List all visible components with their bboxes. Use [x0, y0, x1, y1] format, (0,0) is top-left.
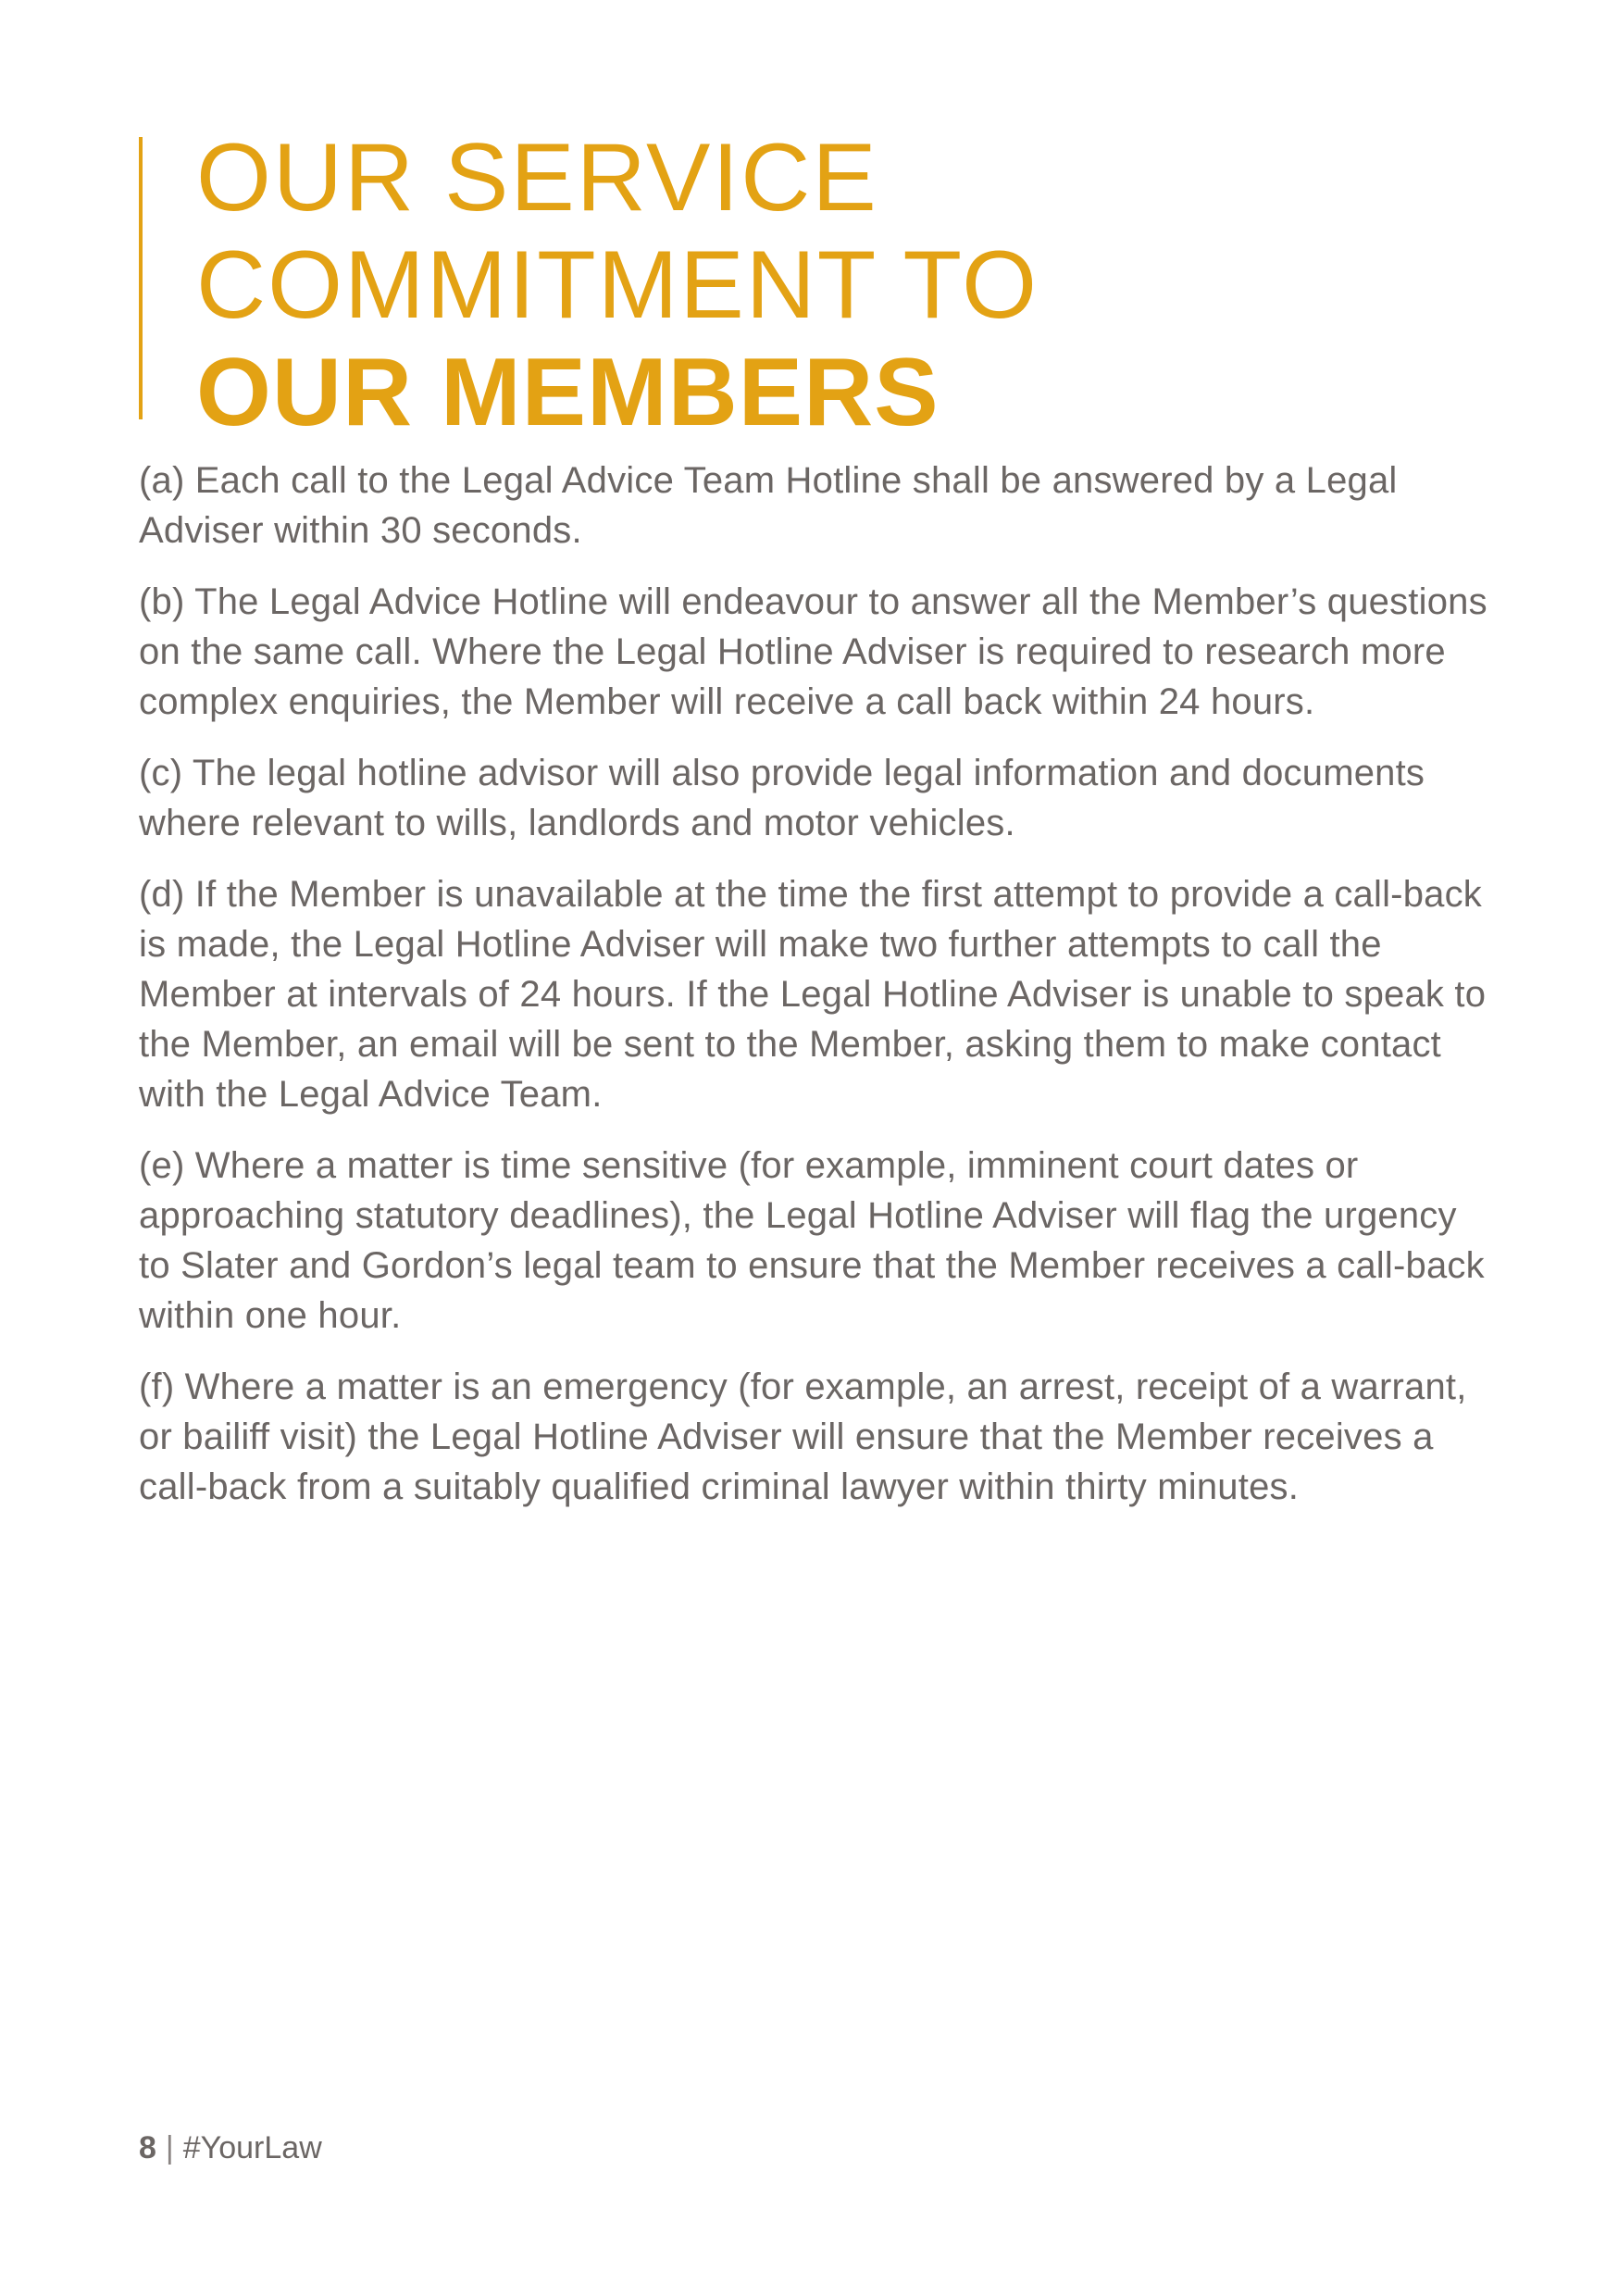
paragraph-b: (b) The Legal Advice Hotline will endeavour to answer all the Member’s questions on the same call. Where the Legal Hotline Adviser is required to research more complex enquiries, the Member will receive a call back within 24 hours.: [139, 581, 1487, 722]
page-footer: [139, 2129, 322, 2166]
title-line-1: OUR SERVICE: [196, 124, 878, 231]
footer-separator: |: [165, 2130, 174, 2165]
paragraph-c: (c) The legal hotline advisor will also provide legal information and documents where relevant to wills, landlords and motor vehicles.: [139, 753, 1425, 843]
title-accent-bar: [139, 137, 143, 419]
title-line-3-bold: OUR MEMBERS: [196, 339, 940, 446]
paragraph-a: (a) Each call to the Legal Advice Team Hotline shall be answered by a Legal Adviser within 30 seconds.: [139, 460, 1398, 551]
footer-hashtag: #YourLaw: [182, 2130, 322, 2165]
body-content: [139, 455, 1490, 1533]
paragraph-e: (e) Where a matter is time sensitive (for example, imminent court dates or approaching statutory deadlines), the Legal Hotline Adviser will flag the urgency to Slater and Gordon’s legal team to ensure that the Member receives a call-back within one hour.: [139, 1145, 1485, 1336]
page-number: 8: [139, 2130, 156, 2165]
paragraph-f: (f) Where a matter is an emergency (for example, an arrest, receipt of a warrant, or bailiff visit) the Legal Hotline Adviser will ensure that the Member receives a call-back from a suitably qualified criminal lawyer within thirty minutes.: [139, 1366, 1467, 1507]
paragraph-d: (d) If the Member is unavailable at the time the first attempt to provide a call-back is made, the Legal Hotline Adviser will make two further attempts to call the Member at intervals of 24 hours. If the Legal Hotline Adviser is unable to speak to the Member, an email will be sent to the Member, asking them to make contact with the Legal Advice Team.: [139, 874, 1487, 1115]
title-line-2: COMMITMENT TO: [196, 231, 1039, 339]
title-block: [139, 124, 1435, 446]
